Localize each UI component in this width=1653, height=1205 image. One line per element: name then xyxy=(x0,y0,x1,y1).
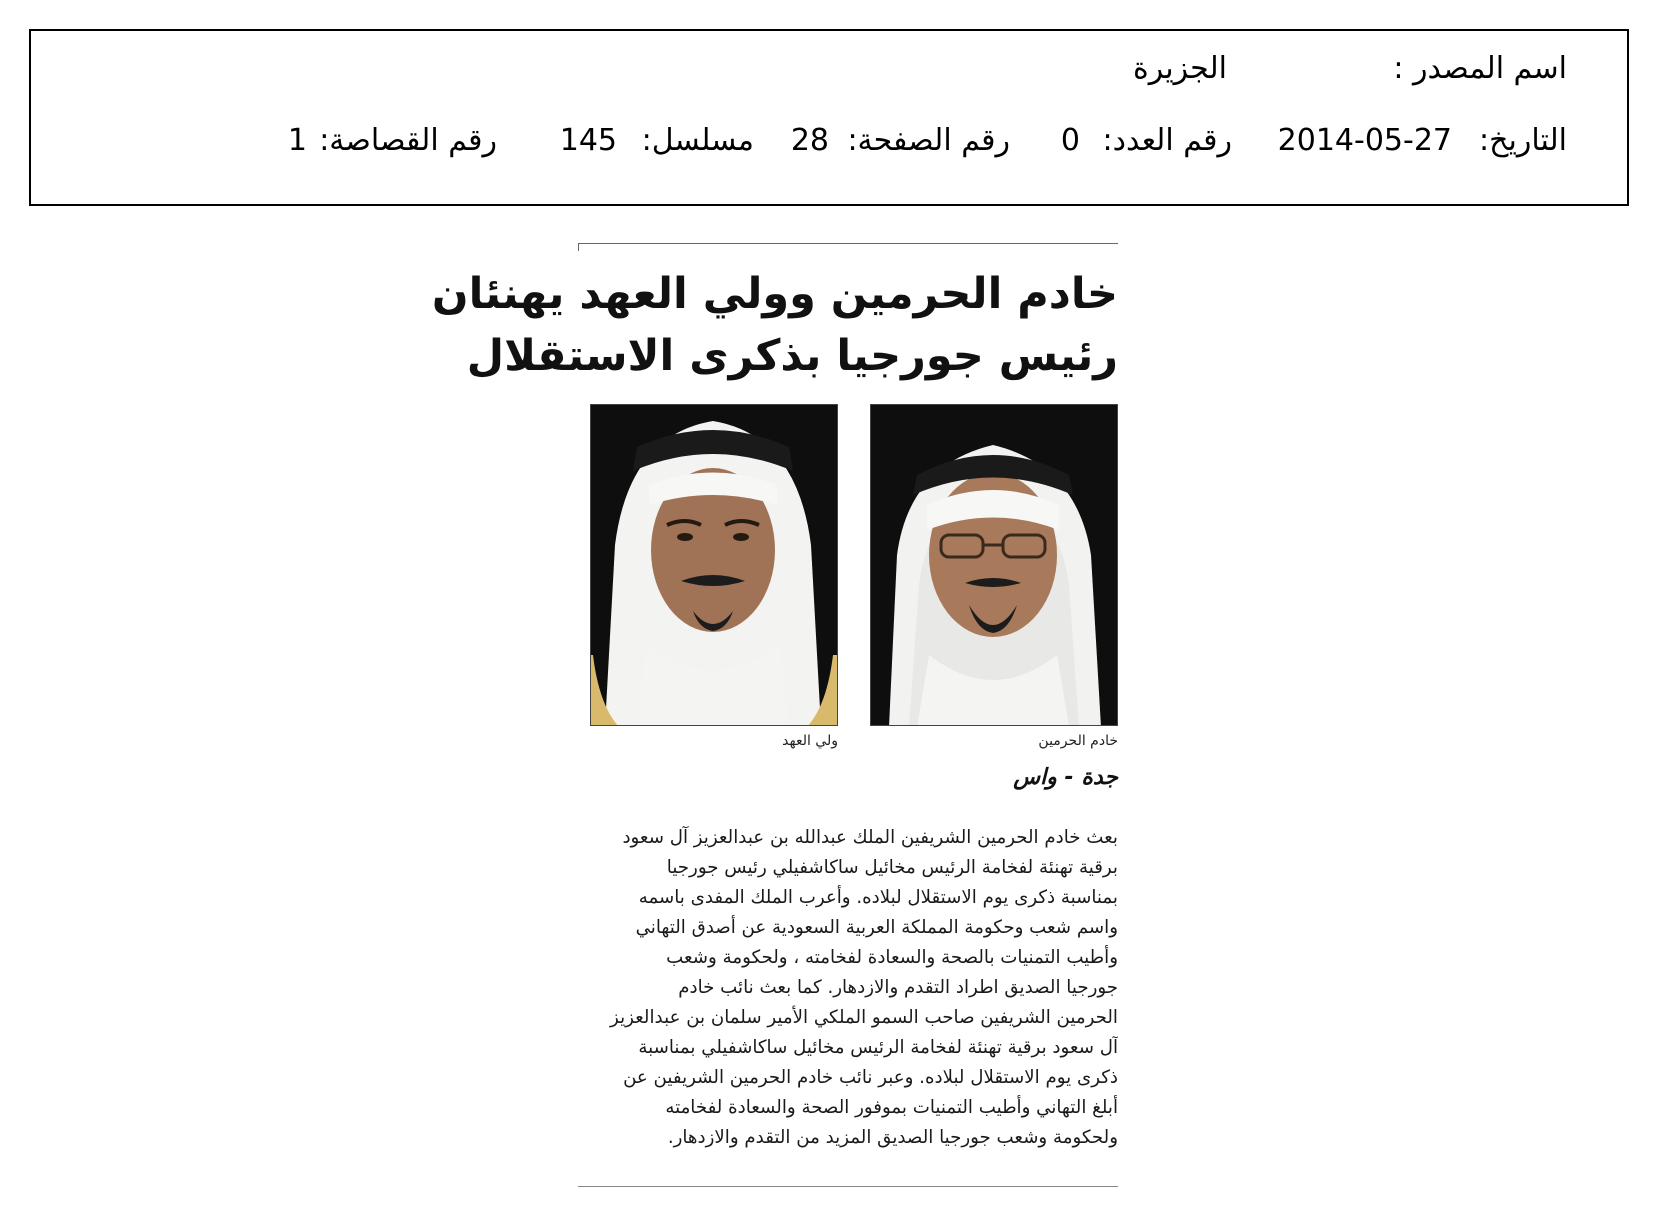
caption-custodian: خادم الحرمين xyxy=(1038,733,1118,749)
body-line: ولحكومة وشعب جورجيا الصديق المزيد من التقدم والازدهار. xyxy=(667,1127,1118,1148)
body-line: واسم شعب وحكومة المملكة العربية السعودية عن أصدق التهاني xyxy=(635,917,1118,938)
caption-crown-prince: ولي العهد xyxy=(782,733,838,749)
date-value: 2014-05-27 xyxy=(1277,123,1452,158)
body-line: بعث خادم الحرمين الشريفين الملك عبدالله بن عبدالعزيز آل سعود xyxy=(622,827,1118,848)
body-line: ذكرى يوم الاستقلال لبلاده. وعبر نائب خادم الحرمين الشريفين عن xyxy=(623,1067,1118,1088)
body-line: برقية تهنئة لفخامة الرئيس مخائيل ساكاشفيلي رئيس جورجيا xyxy=(666,857,1118,878)
headline-line-1: خادم الحرمين وولي العهد يهنئان xyxy=(431,269,1118,319)
bottom-divider xyxy=(578,1186,1118,1187)
top-divider xyxy=(578,243,1118,244)
body-line: وأطيب التمنيات بالصحة والسعادة لفخامته ، ولحكومة وشعب xyxy=(666,947,1118,968)
issue-value: 0 xyxy=(1060,123,1080,158)
metadata-box xyxy=(29,29,1629,206)
body-line: جورجيا الصديق اطراد التقدم والازدهار. كما بعث نائب خادم xyxy=(678,977,1118,998)
article-body xyxy=(578,823,1118,1153)
issue-label: رقم العدد: xyxy=(1102,123,1232,158)
body-line: بمناسبة ذكرى يوم الاستقلال لبلاده. وأعرب الملك المفدى باسمه xyxy=(638,887,1118,908)
newspaper-clipping xyxy=(431,243,1118,1188)
body-line: آل سعود برقية تهنئة لفخامة الرئيس مخائيل ساكاشفيلي بمناسبة xyxy=(638,1037,1118,1058)
body-line: الحرمين الشريفين صاحب السمو الملكي الأمير سلمان بن عبدالعزيز xyxy=(610,1007,1118,1028)
top-divider-tick xyxy=(578,243,579,251)
headline-line-2: رئيس جورجيا بذكرى الاستقلال xyxy=(466,331,1118,381)
serial-value: 145 xyxy=(559,123,617,158)
portrait-custodian-image xyxy=(870,405,1117,726)
dateline: جدة - واس xyxy=(1013,765,1118,790)
article-headline xyxy=(431,263,1118,387)
date-label: التاريخ: xyxy=(1479,123,1567,158)
body-line: أبلغ التهاني وأطيب التمنيات بموفور الصحة والسعادة لفخامته xyxy=(665,1097,1118,1118)
page-value: 28 xyxy=(790,123,829,158)
serial-label: مسلسل: xyxy=(641,123,754,158)
clip-label: رقم القصاصة: xyxy=(319,123,497,158)
clip-value: 1 xyxy=(287,123,307,158)
source-value: الجزيرة xyxy=(1132,51,1227,86)
photo-crown-prince xyxy=(590,404,838,726)
source-label: اسم المصدر : xyxy=(1393,51,1567,86)
photo-custodian xyxy=(870,404,1118,726)
portrait-crown-prince-image xyxy=(590,405,837,726)
page-label: رقم الصفحة: xyxy=(847,123,1010,158)
